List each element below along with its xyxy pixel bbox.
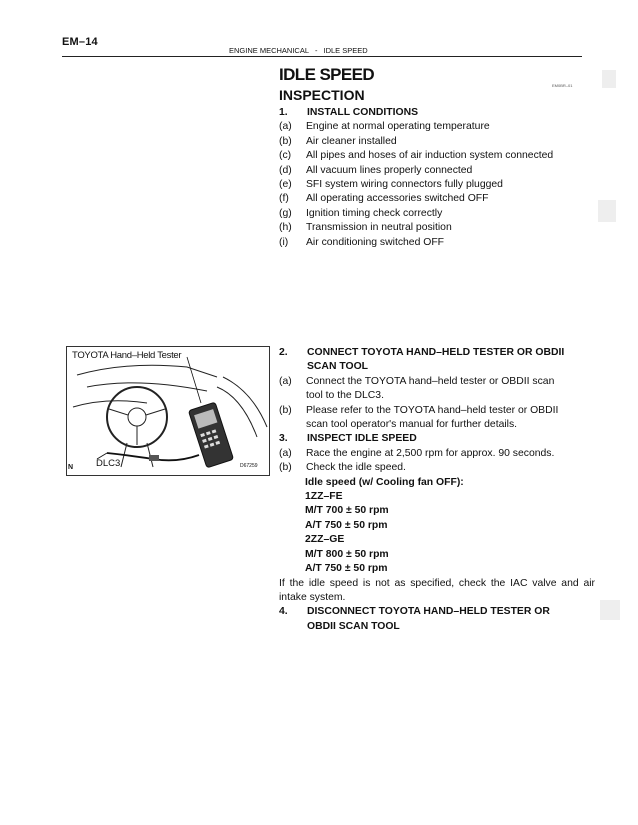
figure-label-tester: TOYOTA Hand–Held Tester: [72, 350, 182, 361]
figure-label-n: N: [68, 464, 74, 471]
step2-number: 2.: [279, 347, 288, 358]
list-item: (b) Check the idle speed.: [279, 462, 406, 474]
header-rule: [62, 56, 582, 57]
header-section: ENGINE MECHANICAL: [229, 46, 310, 55]
page-code: EM–14: [62, 36, 98, 48]
spec-e2-at: A/T 750 ± 50 rpm: [305, 563, 388, 575]
list-item: (g) Ignition timing check correctly: [279, 207, 443, 219]
scan-artifact: [602, 70, 616, 88]
step2-heading-cont: [279, 360, 595, 374]
steps-2-to-4-block: [279, 346, 595, 634]
list-item: (h) Transmission in neutral position: [279, 222, 452, 234]
subtitle: INSPECTION: [279, 87, 365, 103]
scan-artifact: [598, 200, 616, 222]
spec-title: Idle speed (w/ Cooling fan OFF):: [305, 476, 464, 488]
spec-engine-1: 1ZZ–FE: [305, 491, 343, 503]
list-item: (a) Connect the TOYOTA hand–held tester or OBDII scan: [279, 375, 555, 387]
step3-title: INSPECT IDLE SPEED: [307, 433, 417, 445]
step4-number: 4.: [279, 606, 288, 618]
list-item: (a) Engine at normal operating temperature: [279, 121, 490, 133]
tester-connection-figure: [66, 346, 270, 476]
step2-title: CONNECT TOYOTA HAND–HELD TESTER OR OBDII: [307, 347, 565, 358]
step3-number: 3.: [279, 433, 288, 445]
scan-artifact: [600, 600, 620, 620]
figure-label-dlc: DLC3: [96, 458, 121, 469]
list-item: (d) All vacuum lines properly connected: [279, 164, 473, 176]
list-item-cont: scan tool operator's manual for further details.: [306, 419, 518, 431]
step4-heading-cont: [279, 620, 595, 634]
page-title: IDLE SPEED: [279, 65, 375, 84]
running-header: [229, 46, 368, 55]
header-topic: IDLE SPEED: [323, 46, 368, 55]
step4-heading: [279, 605, 595, 619]
step4-title: DISCONNECT TOYOTA HAND–HELD TESTER OR: [307, 606, 550, 618]
dashboard-illustration: [67, 347, 269, 475]
step1-title: INSTALL CONDITIONS: [307, 107, 419, 118]
spec-e1-mt: M/T 700 ± 50 rpm: [305, 505, 389, 517]
title-code: EM0BR–01: [552, 83, 573, 88]
list-item: (c) All pipes and hoses of air induction system connected: [279, 150, 554, 162]
step2-heading: [279, 346, 595, 360]
list-item: (a) Race the engine at 2,500 rpm for approx. 90 seconds.: [279, 447, 555, 459]
step3-heading: [279, 432, 595, 446]
header-separator: -: [315, 46, 318, 55]
spec-engine-2: 2ZZ–GE: [305, 534, 345, 546]
list-item-cont: tool to the DLC3.: [306, 390, 384, 402]
step1-number: 1.: [279, 107, 288, 118]
step1-heading: [279, 106, 595, 120]
spec-e1-at: A/T 750 ± 50 rpm: [305, 519, 388, 531]
spec-e2-mt: M/T 800 ± 50 rpm: [305, 548, 389, 560]
step3-note: If the idle speed is not as specified, check the IAC valve and air intake system.: [279, 577, 595, 603]
list-item: (i) Air conditioning switched OFF: [279, 236, 445, 248]
list-item: (f) All operating accessories switched OFF: [279, 193, 489, 205]
list-item: (b) Air cleaner installed: [279, 135, 397, 147]
figure-code: D67259: [240, 463, 258, 469]
list-item: (b) Please refer to the TOYOTA hand–held tester or OBDII: [279, 404, 559, 416]
list-item: (e) SFI system wiring connectors fully plugged: [279, 179, 503, 191]
tester-device: [188, 402, 233, 468]
step2-title-line2: SCAN TOOL: [307, 361, 368, 373]
step1-block: [279, 106, 595, 250]
step4-title-line2: OBDII SCAN TOOL: [307, 620, 400, 632]
